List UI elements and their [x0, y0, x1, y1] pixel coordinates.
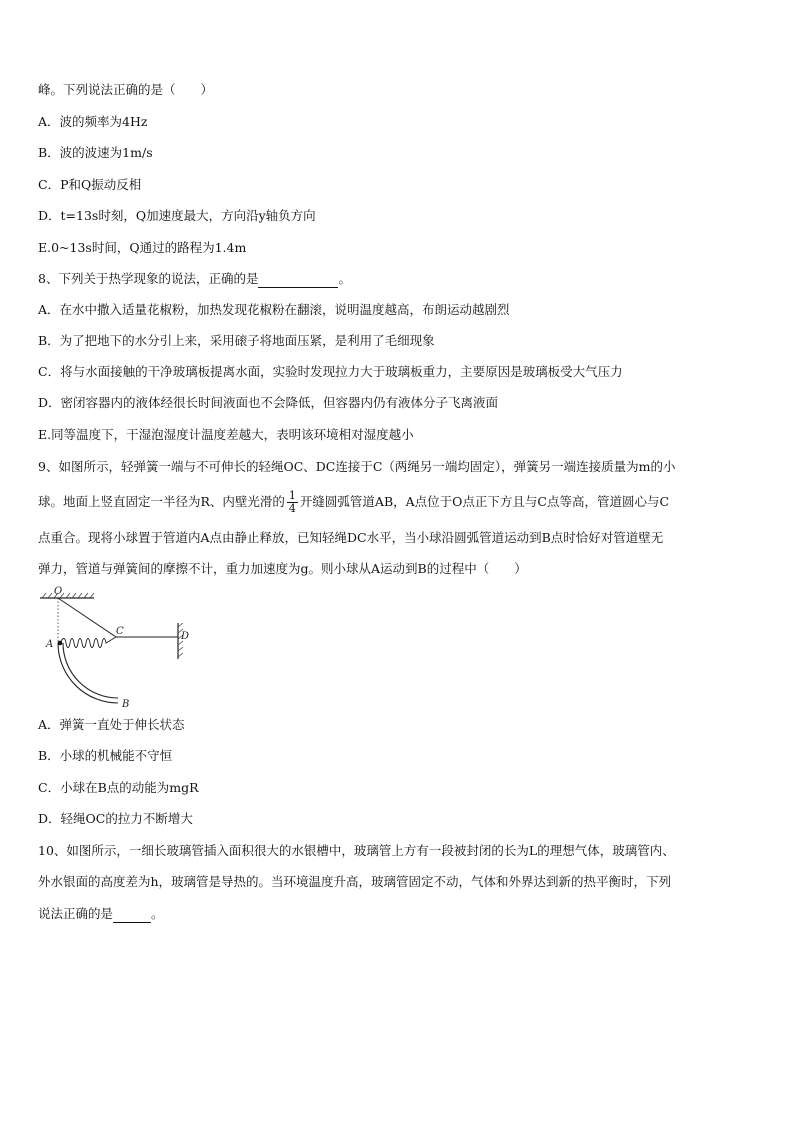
q7-stem-tail: 峰。下列说法正确的是（ ）: [38, 82, 214, 97]
spring-pipe-figure: [38, 585, 188, 710]
q8-option-c: C．将与水面接触的干净玻璃板提离水面，实验时发现拉力大于玻璃板重力，主要原因是玻璃板受大气压力: [38, 364, 623, 379]
label-a: A: [46, 639, 54, 650]
q7-option-e: E.0~13s时间，Q通过的路程为1.4m: [38, 240, 247, 255]
fraction-numerator: 1: [288, 489, 296, 502]
q10-stem-line3-text: 说法正确的是: [38, 906, 114, 921]
q9-stem-line4: 弹力，管道与弹簧间的摩擦不计，重力加速度为g。则小球从A运动到B的过程中（ ）: [38, 561, 527, 576]
q9-line2-part2: 开缝圆弧管道AB，A点位于O点正下方且与C点等高，管道圆心与C: [299, 494, 670, 509]
ball: [58, 641, 63, 646]
q9-option-c: C．小球在B点的动能为mgR: [38, 780, 199, 795]
q9-stem-line1: 9、如图所示，轻弹簧一端与不可伸长的轻绳OC、DC连接于C（两绳另一端均固定），弹簧另一端连接质量为m的小: [38, 459, 676, 474]
q8-option-d: D．密闭容器内的液体经很长时间液面也不会降低，但容器内仍有液体分子飞离液面: [38, 395, 499, 410]
q8-stem: [38, 271, 764, 288]
label-b: B: [122, 699, 130, 710]
q8-stem-text: 8、下列关于热学现象的说法，正确的是: [38, 271, 259, 286]
rope-oc: [58, 598, 116, 637]
q9-stem-line2: [38, 490, 764, 515]
q9-option-d: D．轻绳OC的拉力不断增大: [38, 811, 193, 826]
q7-option-b: B．波的波速为1m/s: [38, 145, 153, 160]
q7-option-c: C．P和Q振动反相: [38, 177, 142, 192]
answer-blank: [113, 906, 151, 923]
q8-option-b: B．为了把地下的水分引上来，采用磙子将地面压紧，是利用了毛细现象: [38, 333, 435, 348]
q9-option-a: A．弹簧一直处于伸长状态: [38, 717, 185, 732]
q10-stem-line2: 外水银面的高度差为h，玻璃管是导热的。当环境温度升高，玻璃管固定不动，气体和外界达到新的热平衡时，下列: [38, 874, 672, 889]
q9-stem-line3: 点重合。现将小球置于管道内A点由静止释放，已知轻绳DC水平，当小球沿圆弧管道运动到B点时恰好对管道壁无: [38, 530, 664, 545]
q9-line2-part1: 球。地面上竖直固定一半径为R、内壁光滑的: [38, 494, 285, 509]
label-c: C: [116, 626, 124, 637]
q7-option-d: D．t=13s时刻，Q加速度最大，方向沿y轴负方向: [38, 208, 316, 223]
q9-option-b: B．小球的机械能不守恒: [38, 748, 173, 763]
label-o: O: [54, 586, 63, 597]
q7-option-a: A．波的频率为4Hz: [38, 114, 148, 129]
q8-option-a: A．在水中撒入适量花椒粉，加热发现花椒粉在翻滚，说明温度越高，布朗运动越剧烈: [38, 302, 510, 317]
q10-stem-line1: 10、如图所示，一细长玻璃管插入面积很大的水银槽中，玻璃管上方有一段被封闭的长为L的理想气体，玻璃管内、: [38, 843, 675, 858]
pipe-outer: [58, 643, 118, 703]
q8-stem-end: 。: [338, 271, 351, 286]
label-d: D: [181, 631, 190, 642]
q8-option-e: E.同等温度下，干湿泡湿度计温度差越大，表明该环境相对湿度越小: [38, 427, 414, 442]
quarter-fraction: [287, 490, 298, 515]
fraction-denominator: 4: [288, 502, 296, 515]
pipe-inner: [63, 643, 118, 698]
answer-blank: [258, 271, 338, 288]
q10-stem-end: 。: [151, 906, 164, 921]
spring: [60, 637, 116, 648]
q10-stem-line3: [38, 906, 764, 923]
ceiling-hatch: [42, 593, 94, 598]
